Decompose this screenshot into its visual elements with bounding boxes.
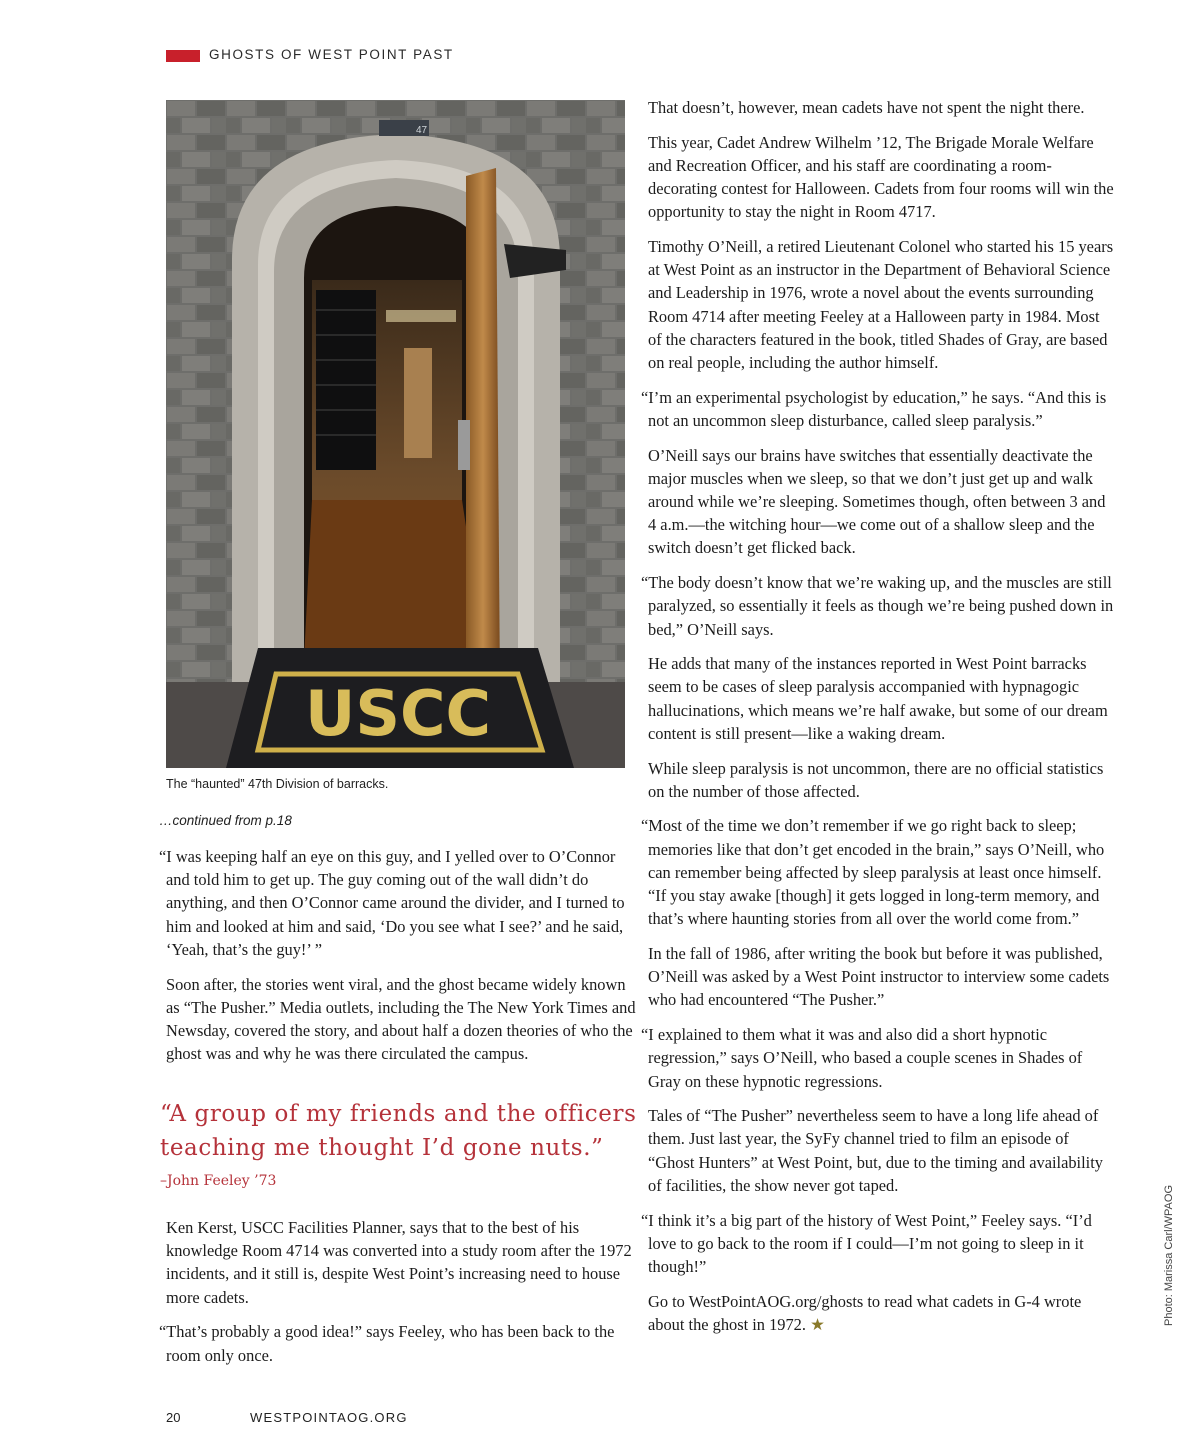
paragraph: In the fall of 1986, after writing the book but before it was published, O’Neill was asked by a West Point instructor to interview some cadets who had encountered “The Pusher.” bbox=[648, 944, 1110, 1010]
paragraph: Timothy O’Neill, a retired Lieutenant Colonel who started his 15 years at West Point as an instructor in the Department of Behavioral Science and Leadership in 1976, wrote a novel about the events surrounding Room 4714 after meeting Feeley at a Halloween party in 1984. Most of the characters featured in the book, titled Shades of Gray, are based on real people, including the author himself. bbox=[648, 237, 1114, 373]
end-star-icon: ★ bbox=[810, 1314, 825, 1334]
paragraph: He adds that many of the instances reported in West Point barracks seem to be cases of sleep paralysis accompanied with hypnagogic hallucinations, which means we’re half awake, but some of our dream content is still present—like a waking dream. bbox=[648, 654, 1108, 743]
barracks-doorway-photo bbox=[166, 100, 625, 768]
paragraph: While sleep paralysis is not uncommon, there are no official statistics on the number of those affected. bbox=[648, 758, 1104, 801]
page-number: 20 bbox=[166, 1410, 181, 1425]
right-column bbox=[641, 96, 1116, 1348]
paragraph: “I explained to them what it was and also did a short hypnotic regression,” says O’Neill, who based a couple scenes in Shades of Gray on these hypnotic regressions. bbox=[641, 1025, 1083, 1091]
section-title: GHOSTS OF WEST POINT PAST bbox=[209, 47, 454, 62]
pull-quote-attribution: –John Feeley ’73 bbox=[160, 1173, 277, 1189]
footer-site-link[interactable]: WESTPOINTAOG.ORG bbox=[250, 1410, 408, 1425]
paragraph: “I was keeping half an eye on this guy, and I yelled over to O’Connor and told him to get up. The guy coming out of the wall didn’t do anything, and then O’Connor came around the divider, and I turned to him and looked at him and said, ‘Do you see what I see?’ and he said, ‘Yeah, that’s the guy!’ ” bbox=[159, 847, 625, 959]
photo-credit: Photo: Marissa Carl/WPAOG bbox=[1163, 1185, 1175, 1326]
paragraph: Tales of “The Pusher” nevertheless seem to have a long life ahead of them. Just last year, the SyFy channel tried to film an episode of “Ghost Hunters” at West Point, but, due to the timing and availability of facilities, the show never got taped. bbox=[648, 1106, 1103, 1195]
paragraph: That doesn’t, however, mean cadets have not spent the night there. bbox=[648, 98, 1085, 117]
doormat-text: USCC bbox=[305, 677, 491, 750]
continued-note: …continued from p.18 bbox=[159, 813, 292, 828]
paragraph: Ken Kerst, USCC Facilities Planner, says that to the best of his knowledge Room 4714 was converted into a study room after the 1972 incidents, and it still is, despite West Point’s increasing need to house more cadets. bbox=[166, 1218, 632, 1307]
pull-quote: “A group of my friends and the officers teaching me thought I’d gone nuts.” bbox=[160, 1101, 637, 1161]
closing-paragraph-text: Go to WestPointAOG.org/ghosts to read what cadets in G-4 wrote about the ghost in 1972. bbox=[648, 1291, 1082, 1334]
paragraph: “I’m an experimental psychologist by education,” he says. “And this is not an uncommon sleep disturbance, called sleep paralysis.” bbox=[641, 387, 1107, 430]
section-color-bar bbox=[166, 50, 200, 62]
paragraph: “I think it’s a big part of the history of West Point,” Feeley says. “I’d love to go back to the room if I could—I’m not going to sleep in it though!” bbox=[641, 1210, 1092, 1276]
paragraph: “Most of the time we don’t remember if we go right back to sleep; memories like that don’t get encoded in the brain,” says O’Neill, who can remember being affected by sleep paralysis at least once himself. “If you stay awake [though] it gets logged in long-term memory, and that’s where haunting stories from all over the world come from.” bbox=[641, 816, 1105, 929]
paragraph: O’Neill says our brains have switches that essentially deactivate the major muscles when we sleep, so that we don’t just get up and walk around while we’re sleeping. Sometimes though, often between 3 and 4 a.m.—the witching hour—we come out of a shallow sleep and the switch doesn’t get flicked back. bbox=[648, 445, 1106, 558]
paragraph: “That’s probably a good idea!” says Feeley, who has been back to the room only once. bbox=[159, 1322, 615, 1365]
paragraph: This year, Cadet Andrew Wilhelm ’12, The Brigade Morale Welfare and Recreation Officer, and his staff are coordinating a room-decorating contest for Halloween. Cadets from four rooms will win the opportunity to stay the night in Room 4717. bbox=[648, 132, 1114, 222]
left-column-continued bbox=[159, 1216, 636, 1378]
paragraph bbox=[648, 1290, 1116, 1336]
paragraph: “The body doesn’t know that we’re waking up, and the muscles are still paralyzed, so essentially it feels as though we’re being pushed down in bed,” O’Neill says. bbox=[641, 573, 1114, 639]
room-number-plate: 47 bbox=[416, 125, 428, 136]
photo-caption: The “haunted” 47th Division of barracks. bbox=[166, 777, 389, 791]
left-column bbox=[159, 845, 636, 1077]
paragraph: Soon after, the stories went viral, and the ghost became widely known as “The Pusher.” Media outlets, including the The New York Times and Newsday, covered the story, and about half a dozen theories of who the ghost was and why he was there circulated the campus. bbox=[166, 974, 636, 1064]
